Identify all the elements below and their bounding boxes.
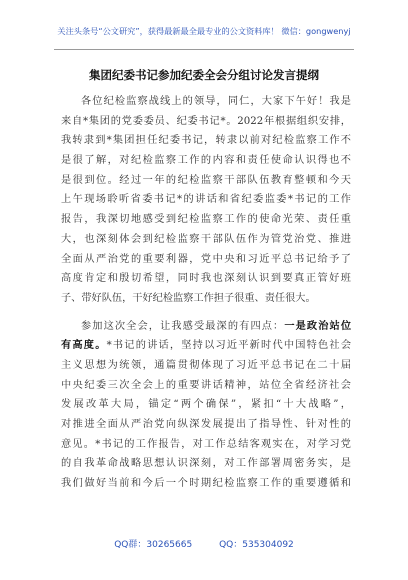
- paragraph-line: 是很了解，对纪检监察工作的内容和责任使命认识得也不: [61, 155, 351, 167]
- paragraph-line: 来自*集团的党委委员、纪委书记*。2022年根据组织安排，: [61, 115, 351, 127]
- footer-qq: QQ：535304092: [219, 540, 294, 550]
- paragraph-line: 各位纪检监察战线上的领导，同仁，大家下午好！我是: [81, 96, 351, 107]
- bold-emphasis: 有高度。: [61, 339, 107, 352]
- paragraph-line: 对推进全面从严治党向纵深发展提出了指导性、针对性的: [61, 419, 351, 430]
- paragraph-text: 参加这次全会，让我感受最深的有四点：: [81, 320, 285, 332]
- footer-qq-group: QQ群：30265665: [114, 540, 193, 550]
- paragraph-line: [61, 317, 351, 337]
- paragraph-text: *书记的讲话，坚持以习近平新时代中国特色社会: [106, 340, 352, 352]
- paragraph-line: 的自我革命战略思想认识深刻，对工作部署周密务实，是: [61, 458, 351, 470]
- paragraph-gap: [61, 309, 351, 317]
- paragraph-line: 全面从严治党的重要利器，党中央和习近平总书记给予了: [61, 253, 351, 265]
- bold-emphasis: 一是政治站位: [284, 319, 352, 332]
- paragraph-line: 我转隶到*集团担任纪委书记，转隶以前对纪检监察工作不: [61, 135, 351, 147]
- paragraph-line: 主义思想为统领，通篇贯彻体现了习近平总书记在二十届: [61, 359, 351, 371]
- footer-contact: [0, 537, 408, 550]
- paragraph-line: 子、带好队伍，干好纪检监察工作担子很重、责任很大。: [61, 292, 316, 304]
- paragraph-line: 意见。*书记的工作报告，对工作总结客观实在，对学习党: [61, 438, 351, 450]
- header-divider: [54, 49, 354, 50]
- paragraph-line: 大，也深刻体会到纪检监察干部队伍作为管党治党、推进: [61, 233, 351, 245]
- paragraph-line: 中央纪委三次全会上的重要讲话精神，站位全省经济社会: [61, 379, 351, 391]
- paragraph-line: 我们做好当前和今后一个时期纪检监察工作的重要遵循和: [61, 478, 351, 490]
- document-body: [61, 92, 351, 494]
- paragraph-line: 是很到位。经过一年的纪检监察干部队伍教育整顿和今天: [61, 174, 351, 186]
- paragraph-line: 高度肯定和殷切希望，同时我也深刻认识到要真正管好班: [61, 273, 351, 285]
- paragraph-line: [61, 336, 351, 356]
- paragraph-line: 报告，我深切地感受到纪检监察工作的使命光荣、责任重: [61, 214, 351, 226]
- document-title: 集团纪委书记参加纪委全会分组讨论发言提纲: [89, 68, 319, 82]
- paragraph-line: 发展改革大局，锚定“两个确保”，紧扣“十大战略”，: [61, 399, 351, 411]
- paragraph-line: 上午现场聆听省委书记*的讲话和省纪委监委*书记的工作: [61, 194, 351, 206]
- header-banner: 关注头条号“公文研究”，获得最新最全最专业的公文资料库！ 微信：gongwenyj: [57, 26, 351, 36]
